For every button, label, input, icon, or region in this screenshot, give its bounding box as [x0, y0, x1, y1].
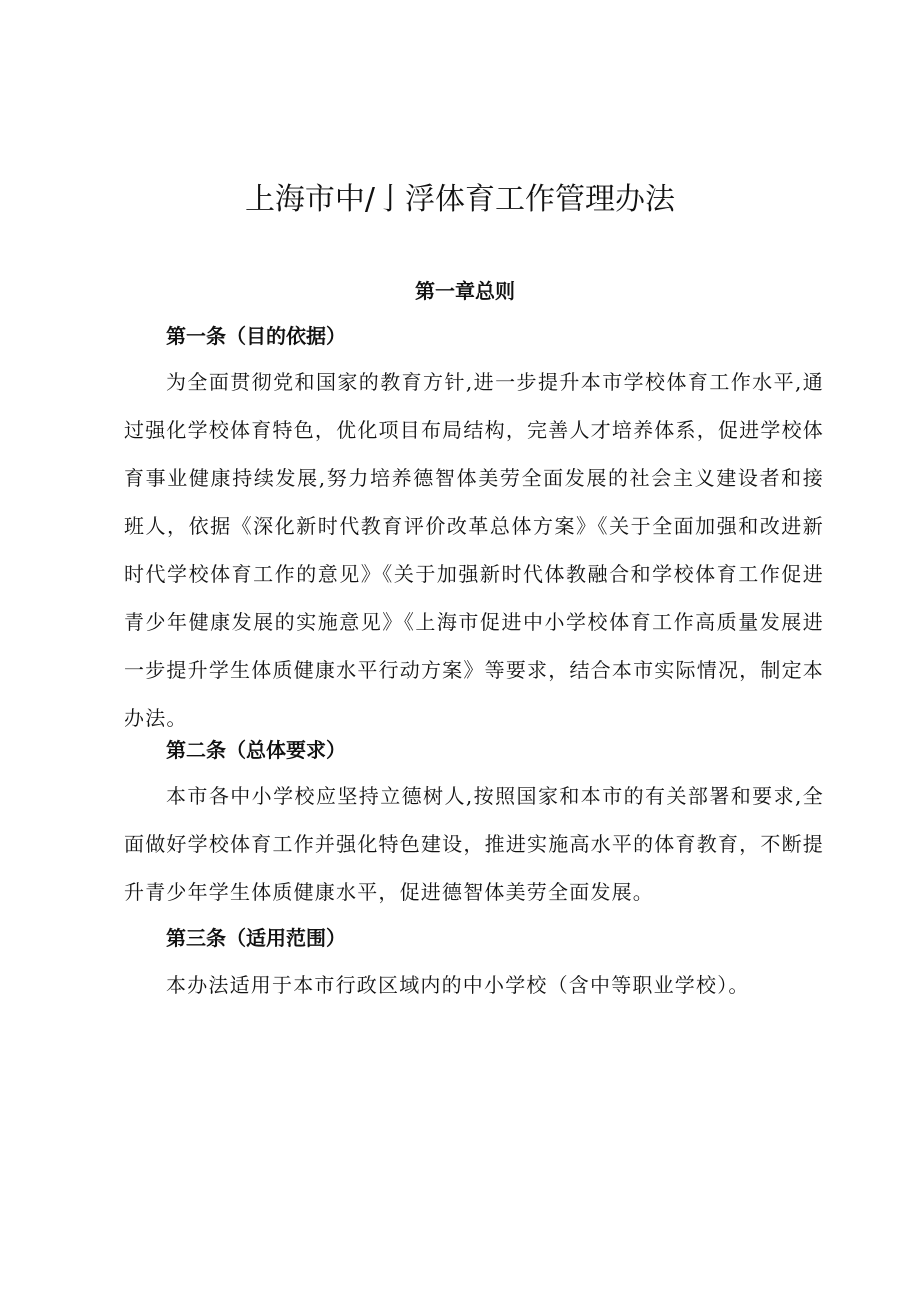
article-3-heading: 第三条（适用范围）: [166, 926, 346, 950]
chapter-heading: 第一章总则: [415, 279, 515, 303]
document-title: 上海市中/亅浮体育工作管理办法: [244, 182, 676, 217]
article-2-text: 本市各中小学校应坚持立德树人,按照国家和本市的有关部署和要求,全面做好学校体育工作并强化特色建设，推进实施高水平的体育教育，不断提升青少年学生体质健康水平，促进德智体美劳全面发展。: [124, 784, 824, 904]
article-3-text: 本办法适用于本市行政区域内的中小学校（含中等职业学校）。: [166, 973, 750, 997]
article-1-heading: 第一条（目的依据）: [166, 324, 346, 348]
article-1-text: 为全面贯彻党和国家的教育方针,进一步提升本市学校体育工作水平,通过强化学校体育特色，优化项目布局结构，完善人才培养体系，促进学校体育事业健康持续发展,努力培养德智体美劳全面发展的社会主义建设者和接班人，依据《深化新时代教育评价改革总体方案》《关于全面加强和改进新时代学校体育工作的意见》《关于加强新时代体教融合和学校体育工作促进青少年健康发展的实施意见》《上海市促进中小学校体育工作高质量发展进一步提升学生体质健康水平行动方案》等要求，结合本市实际情况，制定本办法。: [124, 370, 824, 730]
article-2-heading: 第二条（总体要求）: [166, 738, 346, 762]
